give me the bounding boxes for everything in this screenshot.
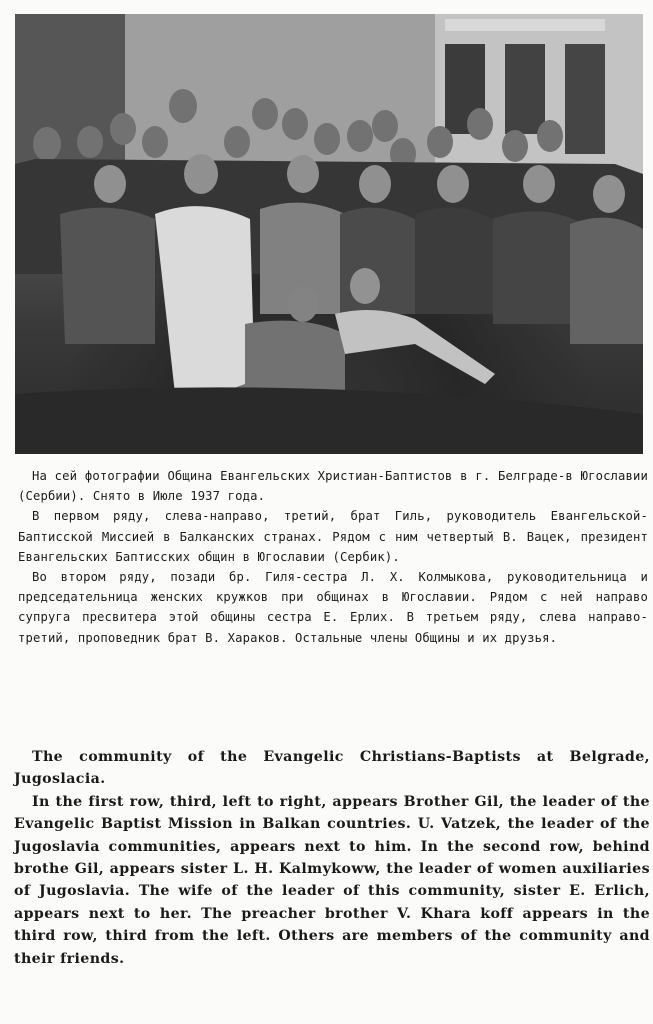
caption-ru-paragraph-1: На сей фотографии Община Евангельских Христиан-Баптистов в г. Белграде-в Югославии (Сербии). Снято в Июле 1937 года. bbox=[18, 469, 648, 504]
caption-russian bbox=[18, 466, 648, 648]
caption-en-paragraph-2: In the first row, third, left to right, appears Brother Gil, the leader of the Evangelic Baptist Mission in Balkan countries. U. Vatzek, the leader of the Jugoslavia communities, appears next to him. In the second row, behind brothe Gil, appears sister L. H. Kalmykoww, the leader of women auxiliaries of Jugoslavia. The wife of the leader of this community, sister E. Erlich, appears next to her. The preacher brother V. Khara koff appears in the third row, third from the left. Others are members of the community and their friends. bbox=[14, 793, 650, 967]
photo-scene bbox=[15, 14, 643, 454]
group-photograph bbox=[15, 14, 643, 454]
caption-ru-paragraph-2: В первом ряду, слева-направо, третий, брат Гиль, руководитель Евангельской-Баптисской Миссией в Балканских странах. Рядом с ним четвертый В. Вацек, президент Евангельских Баптисских общин в Югославии (Сербик). bbox=[18, 509, 648, 564]
caption-ru-paragraph-3: Во втором ряду, позади бр. Гиля-сестра Л. Х. Колмыкова, руководительница и председательница женских кружков при общинах в Югославии. Рядом с ней направо супруга пресвитера этой общины сестра Е. Ерлих. В третьем ряду, слева направо-третий, проповедник брат В. Хараков. Остальные члены Общины и их друзья. bbox=[18, 570, 648, 645]
caption-english bbox=[14, 746, 650, 970]
caption-en-paragraph-1: The community of the Evangelic Christians-Baptists at Belgrade, Jugoslacia. bbox=[14, 749, 650, 788]
